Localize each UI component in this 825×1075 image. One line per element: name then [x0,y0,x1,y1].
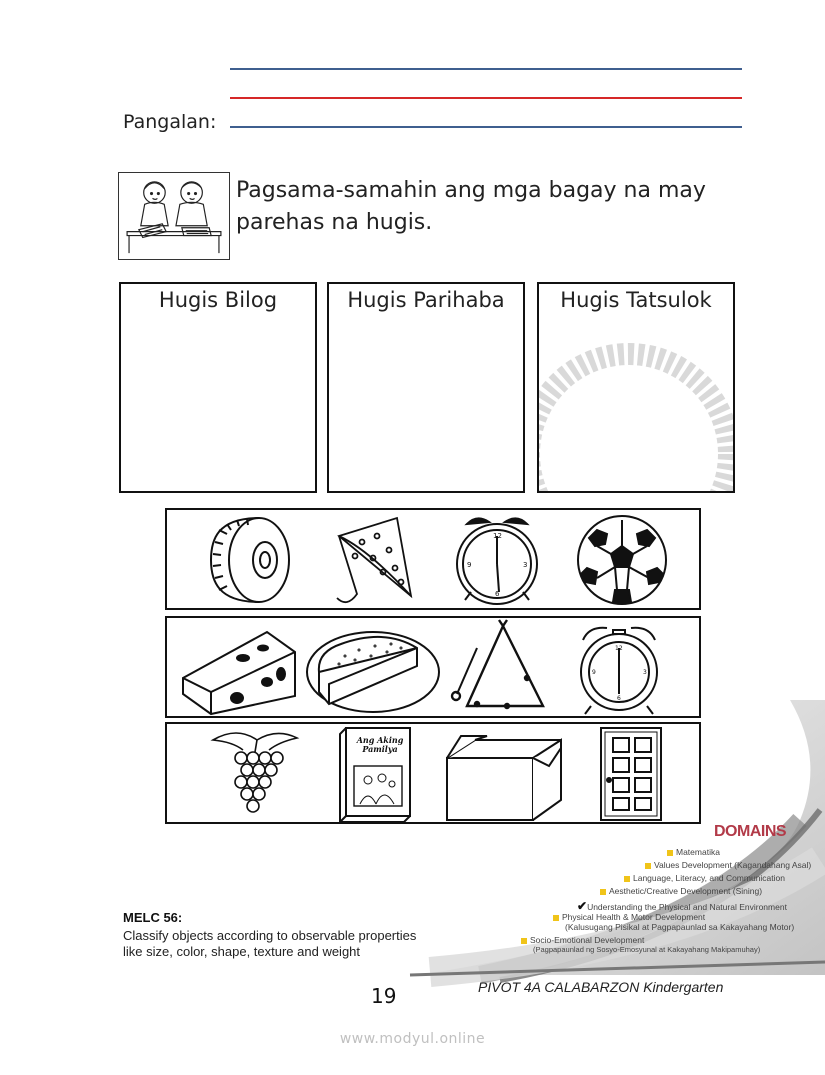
domain-item-values: Values Development (Kagandahang Asal) [645,860,811,870]
domain-item-socio-sub: (Pagpapaunlad ng Sosyo-Emosyunal at Kakayahang Makipamuhay) [533,945,761,954]
alarm-clock-icon[interactable] [437,510,557,608]
domain-item-math: Matematika [667,847,720,857]
umbrella-icon[interactable] [317,510,427,608]
domain-item-socio: Socio-Emotional Development [521,935,644,945]
bullet-square-icon [553,915,559,921]
domain-item-physical: Physical Health & Motor Development [553,912,705,922]
circle-shape-label: Hugis Bilog [158,288,278,312]
grapes-icon[interactable] [197,724,307,822]
svg-text:6: 6 [617,695,621,702]
writing-line-middle [230,97,742,99]
tire-icon[interactable] [197,510,307,608]
svg-text:9: 9 [592,669,596,676]
instruction-text-line2: parehas na hugis. [236,210,433,235]
instruction-text-line1: Pagsama-samahin ang mga bagay na may [236,178,706,203]
writing-line-top [230,68,742,70]
children-writing-icon [119,173,229,259]
cheese-icon[interactable] [177,618,302,716]
picture-row-1 [165,508,701,610]
bullet-square-icon [624,876,630,882]
bullet-square-icon [667,850,673,856]
series-title: PIVOT 4A CALABARZON Kindergarten [478,979,724,995]
page-curl-decoration-icon [380,700,825,1000]
page-number: 19 [371,984,397,1008]
domain-item-physical-sub: (Kalusugang Pisikal at Pagpapaunlad sa Kakayahang Motor) [565,922,795,932]
melc-description-line2: like size, color, shape, texture and weight [123,944,361,959]
melc-description-line1: Classify objects according to observable properties [123,928,417,943]
children-writing-illustration [118,172,230,260]
bullet-square-icon [600,889,606,895]
triangle-shape-box[interactable] [537,282,735,493]
seal-watermark-icon [537,334,735,493]
rectangle-shape-box[interactable] [327,282,525,493]
bullet-square-icon [521,938,527,944]
svg-text:12: 12 [615,645,623,652]
svg-text:9: 9 [467,561,472,569]
triangle-shape-label: Hugis Tatsulok [560,288,712,312]
circle-shape-box[interactable] [119,282,317,493]
site-watermark: www.modyul.online [339,1031,486,1047]
soccer-ball-icon[interactable] [567,510,677,608]
domain-item-aesthetic: Aesthetic/Creative Development (Sining) [600,886,762,896]
svg-text:3: 3 [523,561,528,569]
domains-title: DOMAINS [714,823,787,840]
book-title: Ang Aking Pamilya [356,735,404,754]
svg-text:3: 3 [643,669,647,676]
rectangle-shape-label: Hugis Parihaba [347,288,505,312]
bullet-square-icon [645,863,651,869]
domain-item-understanding: ✔Understanding the Physical and Natural Environment [577,899,787,913]
svg-text:12: 12 [493,532,502,540]
checkmark-icon: ✔ [577,899,588,913]
writing-line-name[interactable] [230,126,742,128]
svg-text:6: 6 [495,590,500,598]
name-label: Pangalan: [123,111,217,133]
domain-item-language: Language, Literacy, and Communication [624,873,785,883]
melc-title: MELC 56: [123,910,183,925]
